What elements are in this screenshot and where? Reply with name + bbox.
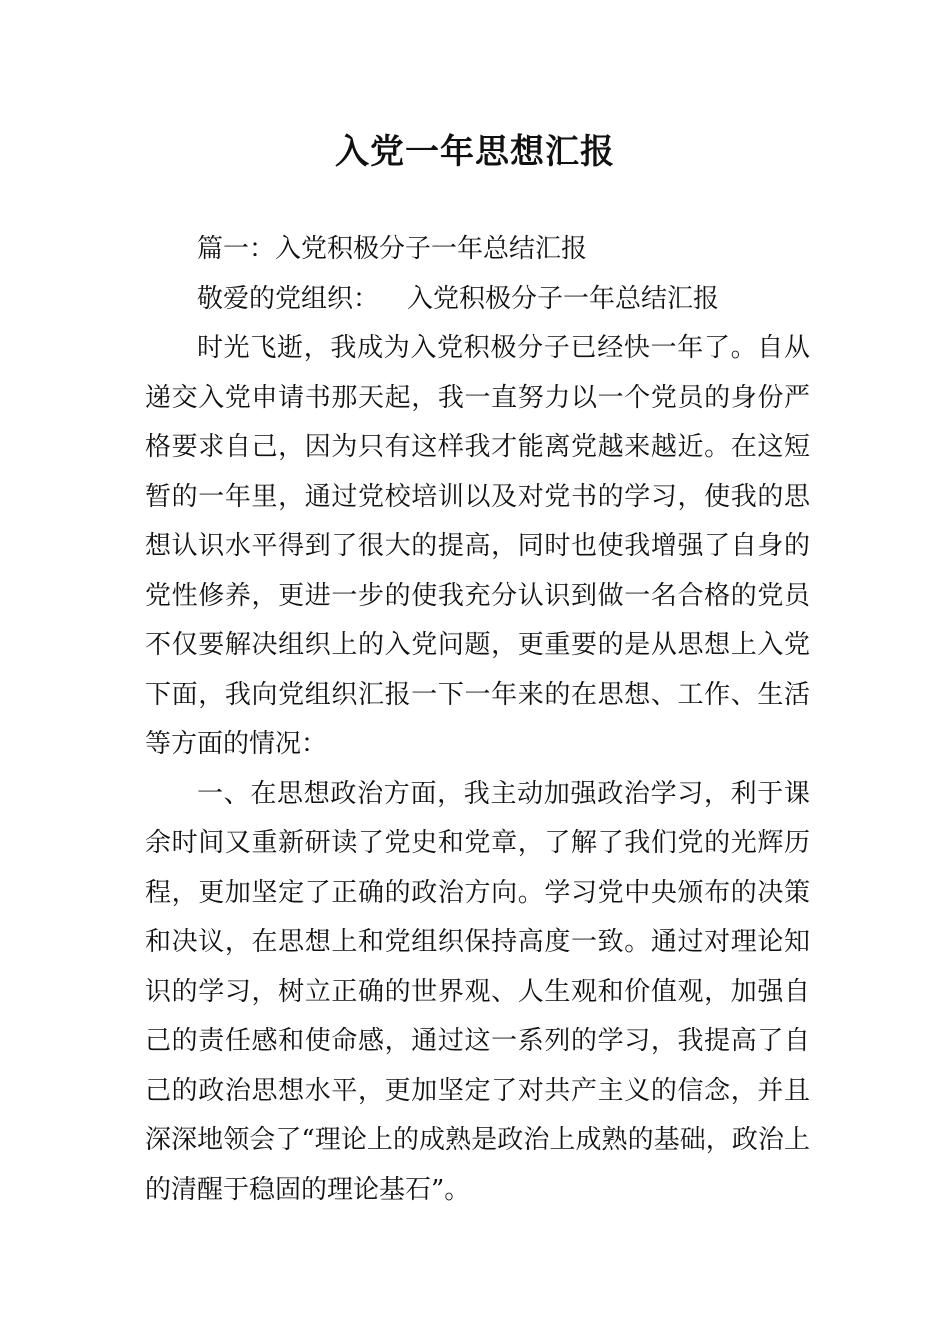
subtitle-line: [145, 225, 810, 275]
salutation-text: 敬爱的党组织：: [197, 283, 380, 314]
salutation-suffix: 入党积极分子一年总结汇报: [407, 283, 720, 314]
document-title: 入党一年思想汇报: [335, 132, 615, 172]
document-body: [145, 225, 810, 1215]
paragraph: 一、在思想政治方面，我主动加强政治学习，利于课余时间又重新研读了党史和党章，了解了我们党的光辉历程，更加坚定了正确的政治方向。学习党中央颁布的决策和决议，在思想上和党组织保持高度一致。通过对理论知识的学习，树立正确的世界观、人生观和价值观，加强自己的责任感和使命感，通过这一系列的学习，我提高了自己的政治思想水平，更加坚定了对共产主义的信念，并且深深地领会了“理论上的成熟是政治上成熟的基础，政治上的清醒于稳固的理论基石”。: [145, 778, 810, 1205]
salutation-line: [145, 275, 810, 325]
subtitle-text: 篇一：入党积极分子一年总结汇报: [197, 234, 588, 264]
paragraph: 时光飞逝，我成为入党积极分子已经快一年了。自从递交入党申请书那天起，我一直努力以一个党员的身份严格要求自己，因为只有这样我才能离党越来越近。在这短暂的一年里，通过党校培训以及对党书的学习，使我的思想认识水平得到了很大的提高，同时也使我增强了自身的党性修养，更进一步的使我充分认识到做一名合格的党员不仅要解决组织上的入党问题，更重要的是从思想上入党下面，我向党组织汇报一下一年来的在思想、工作、生活等方面的情况：: [145, 333, 810, 759]
